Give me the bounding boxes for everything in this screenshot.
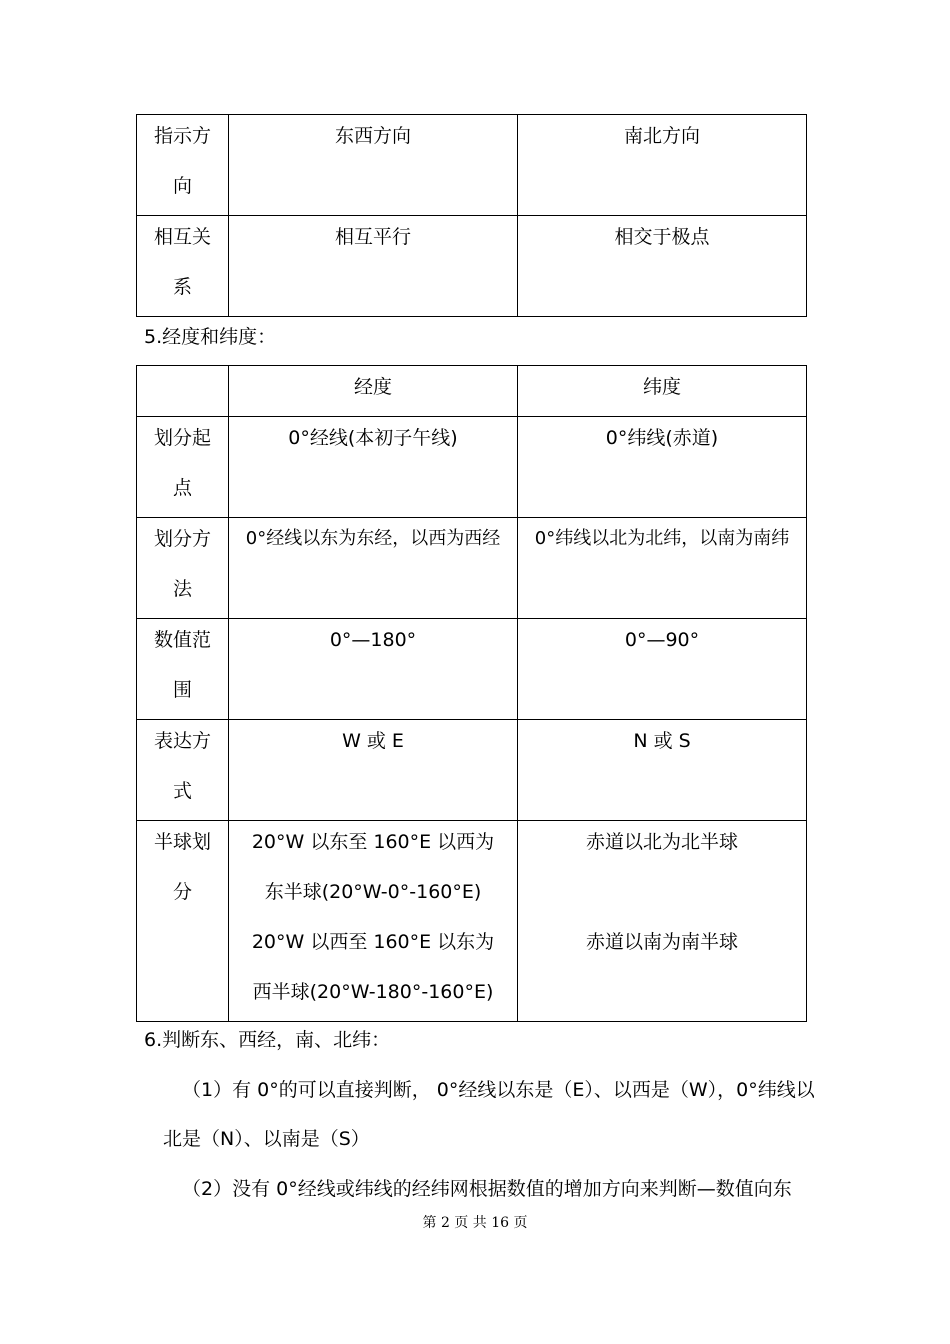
table-cell: 相互平行 [229, 216, 518, 317]
row-label: 表达方 式 [137, 720, 229, 821]
table-header-row [137, 366, 807, 417]
row-label: 划分起 点 [137, 417, 229, 518]
paragraph-line: （1）有 0°的可以直接判断， 0°经线以东是（E）、以西是（W），0°纬线以 [182, 1079, 815, 1101]
header-cell [137, 366, 229, 417]
table-cell: 0°—90° [518, 619, 807, 720]
table-cell: 0°纬线(赤道) [518, 417, 807, 518]
direction-relation-table [136, 114, 807, 317]
row-label: 相互关 系 [137, 216, 229, 317]
table-cell: 赤道以北为北半球 赤道以南为南半球 [518, 821, 807, 1022]
table-row [137, 518, 807, 619]
table-row [137, 417, 807, 518]
table-cell: 20°W 以东至 160°E 以西为 东半球(20°W-0°-160°E) 20°W 以西至 160°E 以东为 西半球(20°W-180°-160°E) [229, 821, 518, 1022]
table-cell: 0°纬线以北为北纬，以南为南纬 [518, 518, 807, 619]
table-row [137, 619, 807, 720]
section-title: 6.判断东、西经，南、北纬： [144, 1029, 391, 1051]
header-cell: 经度 [229, 366, 518, 417]
header-cell: 纬度 [518, 366, 807, 417]
page-footer: 第 2 页 共 16 页 [422, 1215, 528, 1231]
table-row [137, 720, 807, 821]
row-label: 半球划 分 [137, 821, 229, 1022]
row-label: 划分方 法 [137, 518, 229, 619]
table-cell: N 或 S [518, 720, 807, 821]
paragraph-line: （2）没有 0°经线或纬线的经纬网根据数值的增加方向来判断—数值向东 [182, 1178, 792, 1200]
paragraph-line: 北是（N）、以南是（S） [163, 1128, 370, 1150]
row-label: 指示方 向 [137, 115, 229, 216]
table-cell: 0°经线(本初子午线) [229, 417, 518, 518]
row-label: 数值范 围 [137, 619, 229, 720]
table-row [137, 821, 807, 1022]
table-cell: 东西方向 [229, 115, 518, 216]
table-cell: 0°—180° [229, 619, 518, 720]
section-title: 5.经度和纬度： [144, 326, 277, 348]
table-cell: 相交于极点 [518, 216, 807, 317]
table-cell: 南北方向 [518, 115, 807, 216]
table-cell: 0°经线以东为东经，以西为西经 [229, 518, 518, 619]
table-cell: W 或 E [229, 720, 518, 821]
longitude-latitude-table [136, 365, 807, 1022]
table-row [137, 216, 807, 317]
table-row [137, 115, 807, 216]
